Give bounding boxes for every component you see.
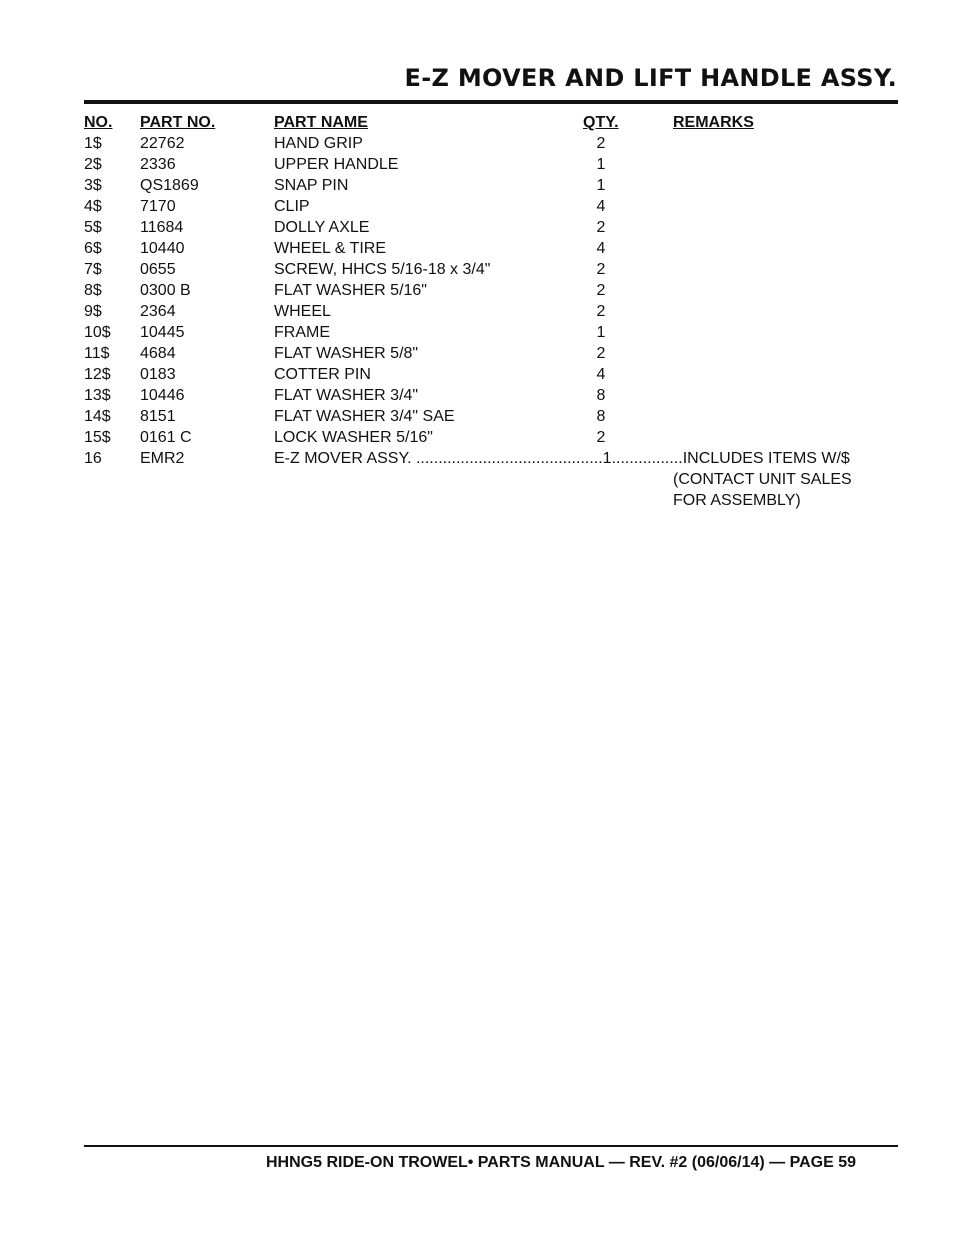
row-no: 10$ xyxy=(84,324,111,341)
row-qty: 4 xyxy=(596,198,606,215)
row-part-no: EMR2 xyxy=(140,450,185,467)
row-part-no: 10446 xyxy=(140,387,185,404)
row-part-no: QS1869 xyxy=(140,177,199,194)
row-part-name: CLIP xyxy=(274,198,310,215)
row-part-no: 8151 xyxy=(140,408,176,425)
row-part-name: DOLLY AXLE xyxy=(274,219,370,236)
header-part-name: PART NAME xyxy=(274,114,368,131)
row-remarks-line: FOR ASSEMBLY) xyxy=(673,492,801,509)
row-no: 7$ xyxy=(84,261,102,278)
row-qty: 2 xyxy=(596,429,606,446)
row-qty: 2 xyxy=(596,345,606,362)
row-no: 13$ xyxy=(84,387,111,404)
row-qty: 2 xyxy=(596,282,606,299)
row-no: 8$ xyxy=(84,282,102,299)
row-part-name: FLAT WASHER 3/4" xyxy=(274,387,419,404)
row-part-no: 0655 xyxy=(140,261,176,278)
table-row xyxy=(84,322,898,343)
row-no: 6$ xyxy=(84,240,102,257)
row-part-name: FLAT WASHER 5/8" xyxy=(274,345,419,362)
title-rule xyxy=(84,100,898,104)
row-part-name: FRAME xyxy=(274,324,330,341)
row-no: 5$ xyxy=(84,219,102,236)
table-row-16 xyxy=(84,448,898,469)
row-qty: 1 xyxy=(596,177,606,194)
table-row xyxy=(84,175,898,196)
parts-table xyxy=(84,112,898,511)
header-no: NO. xyxy=(84,114,113,131)
row-no: 2$ xyxy=(84,156,102,173)
table-row xyxy=(84,133,898,154)
row-qty: 1 xyxy=(596,324,606,341)
row-part-no: 10445 xyxy=(140,324,185,341)
row-qty: 1 xyxy=(596,156,606,173)
row-no: 1$ xyxy=(84,135,102,152)
row-part-name: HAND GRIP xyxy=(274,135,363,152)
header-qty: QTY. xyxy=(583,114,619,131)
row-qty: 2 xyxy=(596,261,606,278)
row-no: 4$ xyxy=(84,198,102,215)
row-part-name: SCREW, HHCS 5/16-18 x 3/4" xyxy=(274,261,491,278)
row-qty: 2 xyxy=(596,219,606,236)
table-row xyxy=(84,196,898,217)
header-part-no: PART NO. xyxy=(140,114,216,131)
row-part-name: WHEEL & TIRE xyxy=(274,240,387,257)
row-no: 12$ xyxy=(84,366,111,383)
table-row xyxy=(84,427,898,448)
table-row xyxy=(84,154,898,175)
row-part-no: 2336 xyxy=(140,156,176,173)
row-part-name: UPPER HANDLE xyxy=(274,156,399,173)
row-no: 11$ xyxy=(84,345,110,362)
table-row xyxy=(84,343,898,364)
table-row xyxy=(84,280,898,301)
row-no: 15$ xyxy=(84,429,111,446)
table-row xyxy=(84,259,898,280)
table-body xyxy=(84,133,898,448)
row-no: 16 xyxy=(84,450,102,467)
row-part-name: LOCK WASHER 5/16" xyxy=(274,429,433,446)
row-part-no: 0161 C xyxy=(140,429,192,446)
row-qty: 2 xyxy=(596,135,606,152)
page-title: E-Z MOVER AND LIFT HANDLE ASSY. xyxy=(404,64,897,92)
table-row xyxy=(84,385,898,406)
footer-rule xyxy=(84,1145,898,1147)
row-no: 9$ xyxy=(84,303,102,320)
table-row xyxy=(84,238,898,259)
table-row xyxy=(84,364,898,385)
row-qty: 8 xyxy=(596,408,606,425)
table-header xyxy=(84,112,898,133)
table-row-16-remarks-2 xyxy=(84,469,898,490)
table-row xyxy=(84,301,898,322)
row-part-name: FLAT WASHER 5/16" xyxy=(274,282,427,299)
row-part-no: 0300 B xyxy=(140,282,191,299)
row-qty: 4 xyxy=(596,366,606,383)
row-part-no: 4684 xyxy=(140,345,176,362)
table-row xyxy=(84,406,898,427)
row-part-no: 2364 xyxy=(140,303,176,320)
row-part-no: 7170 xyxy=(140,198,176,215)
row-part-name: SNAP PIN xyxy=(274,177,349,194)
table-row xyxy=(84,217,898,238)
row-remarks-line: (CONTACT UNIT SALES xyxy=(673,471,852,488)
table-row-16-remarks-3 xyxy=(84,490,898,511)
row-part-no: 10440 xyxy=(140,240,185,257)
row-part-name: WHEEL xyxy=(274,303,331,320)
row-part-no: 11684 xyxy=(140,219,184,236)
row-qty: 4 xyxy=(596,240,606,257)
row-part-name: FLAT WASHER 3/4" SAE xyxy=(274,408,455,425)
row-part-no: 22762 xyxy=(140,135,185,152)
row-no: 14$ xyxy=(84,408,111,425)
row-qty: 2 xyxy=(596,303,606,320)
row-part-no: 0183 xyxy=(140,366,176,383)
row-qty: 8 xyxy=(596,387,606,404)
row-part-name: COTTER PIN xyxy=(274,366,371,383)
row-no: 3$ xyxy=(84,177,102,194)
row-name-qty-remarks-leader: E-Z MOVER ASSY. ..........................................1................INCLUDES ITEMS W/$ xyxy=(274,450,850,467)
header-remarks: REMARKS xyxy=(673,114,754,131)
page-footer: HHNG5 RIDE-ON TROWEL• PARTS MANUAL — REV. #2 (06/06/14) — PAGE 59 xyxy=(265,1154,856,1171)
